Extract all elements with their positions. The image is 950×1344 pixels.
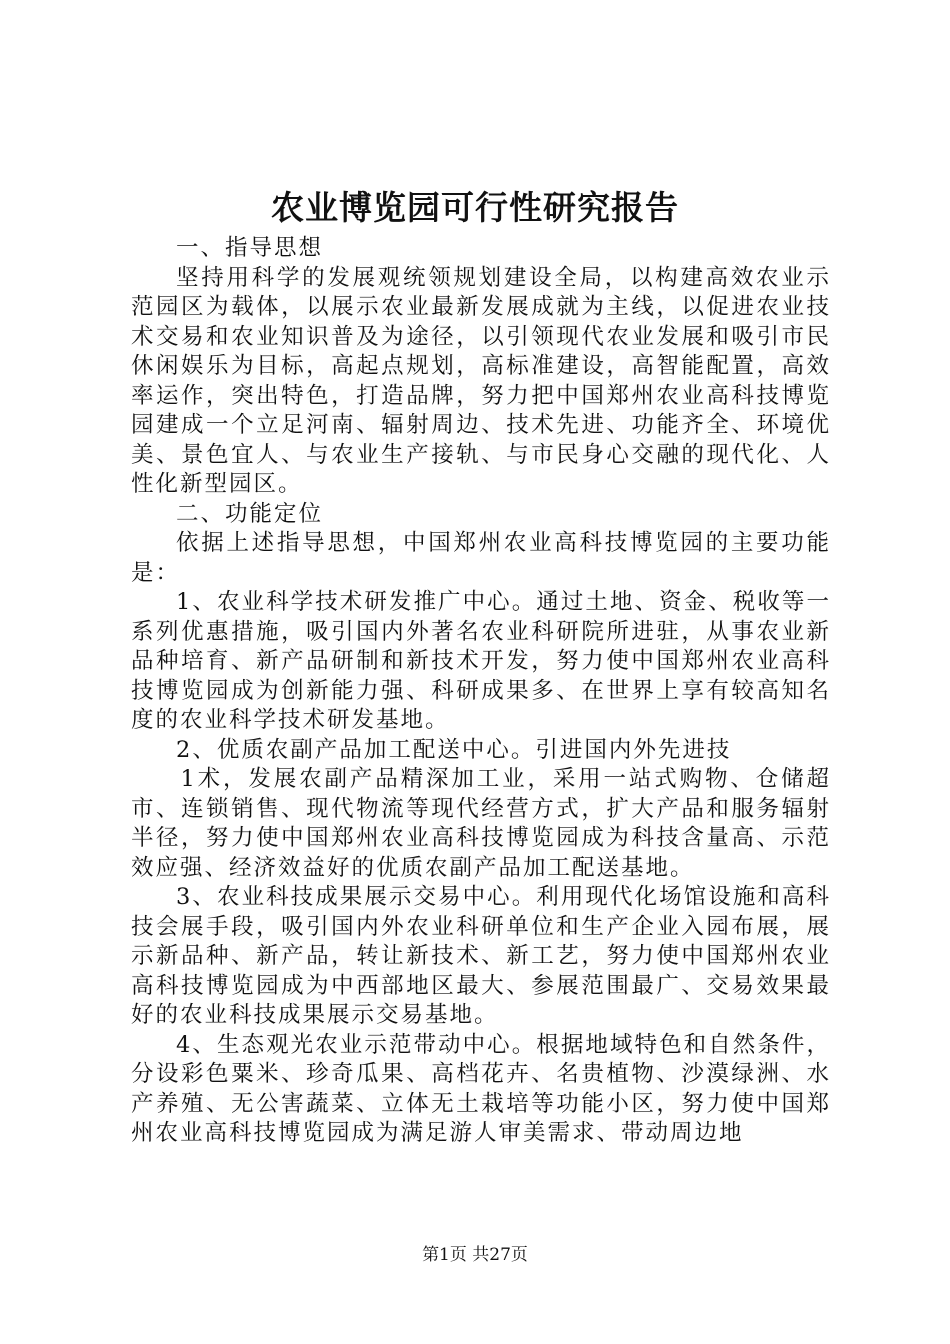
paragraph-function-2: 2、优质农副产品加工配送中心。引进国内外先进技 (176, 736, 732, 763)
page-footer: 第1页 共27页 (422, 1245, 528, 1265)
document-title: 农业博览园可行性研究报告 (271, 188, 679, 227)
section-heading-function-positioning: 二、功能定位 (176, 500, 324, 527)
paragraph-function-3: 3、农业科技成果展示交易中心。利用现代化场馆设施和高科技会展手段，吸引国内外农业科研单位和生产企业入园布展，展示新品种、新产品，转让新技术、新工艺，努力使中国郑州农业高科技博览园成为中西部地区最大、参展范围最广、交易效果最好的农业科技成果展示交易基地。 (131, 884, 831, 1028)
paragraph-function-2-continued: 1术，发展农副产品精深加工业，采用一站式购物、仓储超市、连锁销售、现代物流等现代经营方式，扩大产品和服务辐射半径，努力使中国郑州农业高科技博览园成为科技含量高、示范效应强、经济效益好的优质农副产品加工配送基地。 (131, 766, 831, 881)
document-body (131, 234, 831, 1149)
paragraph-guiding-ideology: 坚持用科学的发展观统领规划建设全局，以构建高效农业示范园区为载体，以展示农业最新发展成就为主线，以促进农业技术交易和农业知识普及为途径，以引领现代农业发展和吸引市民休闲娱乐为目标，高起点规划，高标准建设，高智能配置，高效率运作，突出特色，打造品牌，努力把中国郑州农业高科技博览园建成一个立足河南、辐射周边、技术先进、功能齐全、环境优美、景色宜人、与农业生产接轨、与市民身心交融的现代化、人性化新型园区。 (131, 264, 831, 497)
paragraph-function-intro: 依据上述指导思想，中国郑州农业高科技博览园的主要功能是： (131, 530, 831, 586)
paragraph-function-4: 4、生态观光农业示范带动中心。根据地域特色和自然条件，分设彩色粟米、珍奇瓜果、高档花卉、名贵植物、沙漠绿洲、水产养殖、无公害蔬菜、立体无土栽培等功能小区，努力使中国郑州农业高科技博览园成为满足游人审美需求、带动周边地 (131, 1031, 831, 1146)
paragraph-function-1: 1、农业科学技术研发推广中心。通过土地、资金、税收等一系列优惠措施，吸引国内外著名农业科研院所进驻，从事农业新品种培育、新产品研制和新技术开发，努力使中国郑州农业高科技博览园成为创新能力强、科研成果多、在世界上享有较高知名度的农业科学技术研发基地。 (131, 589, 831, 733)
section-heading-guiding-ideology: 一、指导思想 (176, 235, 324, 261)
